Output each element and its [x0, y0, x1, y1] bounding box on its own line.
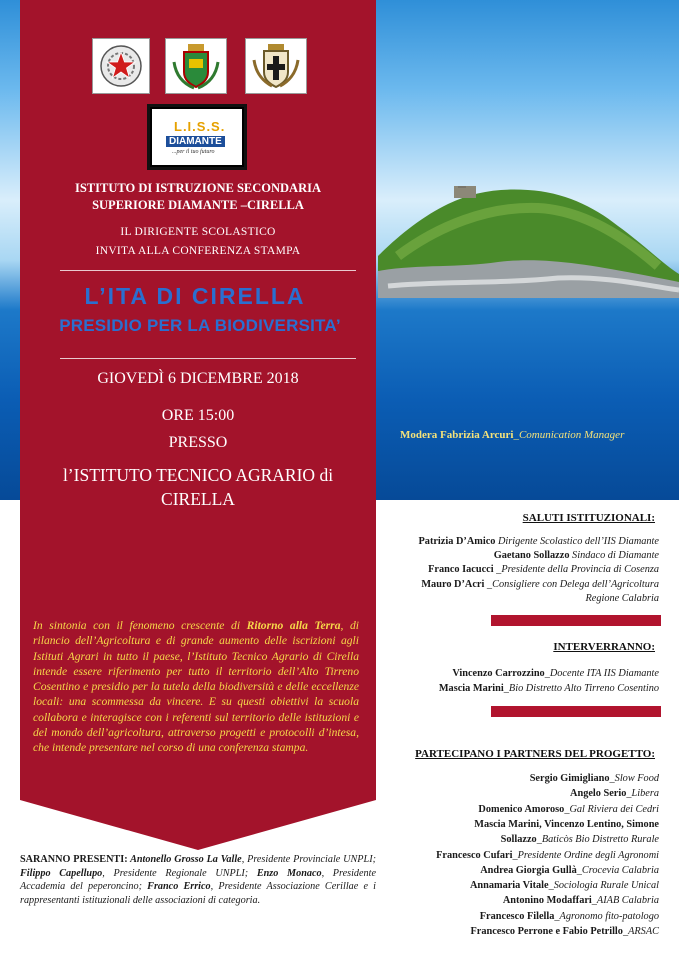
interverranno-line: [439, 682, 659, 696]
liss-diamante-logo: [147, 104, 247, 170]
saluti-line: [494, 549, 659, 563]
main-subtitle: PRESIDIO PER LA BIODIVERSITA’: [59, 316, 341, 335]
event-description: In sintonia con il fenomeno crescente di Ritorno alla Terra, di rilancio dell’Agricoltura e di grande aumento delle iscrizioni agli Istituti Agrari in tutto il paese, l’Istituto Tecnico Agrario di Cirella intende essere riferimento per tutto il territorio dell’Alto Tirreno Cosentino e presidio per la tutela della biodiversità e delle eccellenze locali: una scommessa da vincere. E su questi obiettivi la scuola collabora e interagisce con i referenti sul territorio delle istituzioni e del mondo dell’agricoltura, attraverso progetti e protocolli d’intesa, che intende presentare nel corso di una conferenza stampa.: [33, 619, 359, 755]
person-role: _Presidente Ordine degli Agronomi: [512, 849, 659, 861]
municipality-crest-logo: [165, 38, 227, 94]
interverranno-heading: INTERVERRANNO:: [553, 641, 655, 653]
person-name: Domenico Amoroso: [478, 803, 565, 815]
person-role: _Crocevia Calabria: [576, 864, 659, 876]
person-name: Franco Iacucci: [428, 564, 494, 576]
main-title: L’ITA DI CIRELLA: [84, 283, 306, 309]
star-emblem-icon: [98, 43, 144, 89]
person-name: Francesco Filella: [479, 910, 555, 922]
person-role: _ARSAC: [622, 926, 659, 937]
person-role: Sindaco di Diamante: [569, 550, 659, 562]
moderator-line: Modera Fabrizia Arcuri_Comunication Manager: [400, 429, 625, 441]
invitation-text: IL DIRIGENTE SCOLASTICO INVITA ALLA CONFERENZA STAMPA: [95, 226, 301, 257]
person-name: Antonino Modaffari: [502, 895, 592, 907]
person-role: Regione Calabria: [585, 592, 659, 604]
person-name: Andrea Giorgia Gullà: [480, 864, 577, 876]
school-name: ISTITUTO DI ISTRUZIONE SECONDARIA SUPERIORE DIAMANTE –CIRELLA: [74, 181, 322, 212]
event-time: ORE 15:00: [161, 407, 235, 424]
person-role: _Libera: [626, 788, 659, 800]
person-role: _AIAB Calabria: [591, 895, 659, 907]
partners-line: [530, 772, 659, 786]
person-name: Mascia Marini, Vincenzo Lentino, Simone: [474, 818, 659, 830]
person-name: Patrizia D’Amico: [418, 536, 496, 547]
saluti-line: [428, 563, 659, 577]
interverranno-line: [452, 667, 659, 681]
island-image: [378, 186, 679, 298]
saluti-line: [421, 578, 659, 592]
partners-line: [570, 787, 659, 801]
saluti-heading: SALUTI ISTITUZIONALI:: [522, 512, 655, 524]
person-role: _Consigliere con Delega dell’Agricoltura: [484, 578, 659, 590]
red-separator-2: [491, 706, 661, 717]
event-at: PRESSO: [168, 434, 228, 451]
partners-line: [478, 803, 659, 817]
partners-line: [503, 894, 659, 908]
divider-top: [60, 270, 356, 271]
person-name: Gaetano Sollazzo: [493, 550, 570, 562]
liss-logo-name: DIAMANTE: [166, 136, 225, 147]
person-name: Annamaria Vitale: [469, 880, 549, 892]
italy-emblem-logo: [92, 38, 150, 94]
person-name: Sergio Gimigliano: [529, 773, 610, 784]
person-role: _Sociologia Rurale Unical: [548, 880, 659, 892]
partners-line: [501, 833, 659, 847]
partners-line: [436, 849, 659, 863]
saluti-line: [419, 535, 660, 549]
person-name: Francesco Cufari: [436, 849, 513, 861]
person-name: Sollazzo: [500, 834, 537, 846]
liss-logo-tagline: ...per il tuo futuro: [172, 149, 215, 155]
person-name: Vincenzo Carrozzino: [452, 668, 545, 679]
partners-line: [470, 879, 659, 893]
crest-icon: [170, 42, 222, 90]
partners-line: [480, 864, 659, 878]
person-role: _Baticòs Bio Distretto Rurale: [536, 834, 659, 846]
partners-line: [480, 910, 659, 924]
person-role: Dirigente Scolastico dell’IIS Diamante: [495, 536, 659, 547]
person-role: _Slow Food: [609, 773, 659, 784]
partners-line: [470, 925, 659, 939]
event-place: l’ISTITUTO TECNICO AGRARIO di CIRELLA: [62, 465, 334, 509]
shield-cross-icon: [250, 42, 302, 90]
red-separator-1: [491, 615, 661, 626]
partners-line: [474, 818, 659, 832]
person-role: _Gal Riviera dei Cedri: [564, 803, 659, 815]
person-name: Francesco Perrone e Fabio Petrillo: [470, 926, 623, 937]
person-name: Angelo Serio: [570, 788, 627, 800]
person-name: Mauro D’Acri: [421, 578, 485, 590]
saluti-line: [585, 592, 659, 606]
event-date: GIOVEDÌ 6 DICEMBRE 2018: [97, 370, 299, 387]
liss-logo-title: L.I.S.S.: [174, 119, 226, 134]
province-crest-logo: [245, 38, 307, 94]
presenti-text: SARANNO PRESENTI: Antonello Grosso La Valle, Presidente Provinciale UNPLI; Filippo Capellupo, Presidente Regionale UNPLI; Enzo Monaco, Presidente Accademia del peperoncino; Franco Errico, Presidente Associazione Cerillae e i rappresentanti istituzionali delle associazioni di categoria.: [20, 854, 376, 906]
person-name: Mascia Marini: [438, 682, 504, 694]
person-role: _Docente ITA IIS Diamante: [544, 668, 659, 679]
person-role: _Agronomo fito-patologo: [554, 910, 659, 922]
person-role: _Bio Distretto Alto Tirreno Cosentino: [503, 682, 659, 694]
divider-bottom: [60, 358, 356, 359]
person-role: _Presidente della Provincia di Cosenza: [493, 564, 659, 576]
partners-heading: PARTECIPANO I PARTNERS DEL PROGETTO:: [415, 748, 655, 760]
